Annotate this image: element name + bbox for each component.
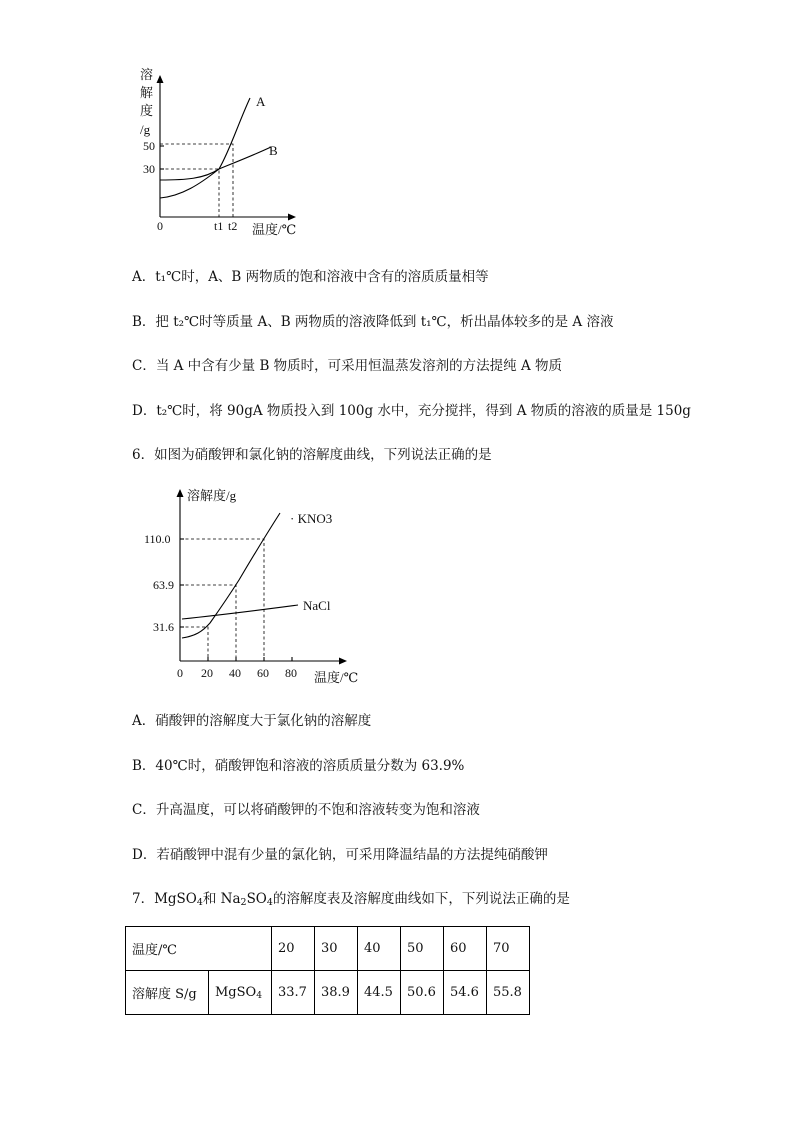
kno3-dot: · <box>290 511 298 526</box>
q5-option-d: D．t₂℃时，将 90gA 物质投入到 100g 水中，充分搅拌，得到 A 物质的溶液的质量是 150g <box>132 403 691 419</box>
chart1-ytick-50: 50 <box>143 139 155 153</box>
q5-option-b: B．把 t₂℃时等质量 A、B 两物质的溶液降低到 t₁℃，析出晶体较多的是 A 溶液 <box>132 314 614 330</box>
q7-stem-part: 7．MgSO <box>132 891 197 907</box>
series-line-b <box>160 147 271 198</box>
chart2-ytick-63: 63.9 <box>153 578 174 592</box>
chart1-y-arrow <box>157 75 164 83</box>
chart-kno3-nacl-solubility <box>140 478 380 688</box>
solubility-table <box>125 926 530 1015</box>
chart1-ylabel-char: /g <box>140 122 151 137</box>
chart1-xtick-t2: t2 <box>228 219 238 233</box>
series-line-a <box>160 98 250 180</box>
series-label-kno3 <box>290 511 332 526</box>
series-label-nacl: NaCl <box>303 598 331 613</box>
chart2-ytick-31: 31.6 <box>153 620 174 634</box>
q7-stem-part: SO <box>246 891 267 907</box>
table-value-cell: 55.8 <box>487 971 530 1015</box>
table-value-cell: 44.5 <box>358 971 401 1015</box>
chart2-xtick-0: 0 <box>177 666 183 680</box>
chart2-xlabel: 温度/℃ <box>314 670 359 685</box>
q6-option-a: A．硝酸钾的溶解度大于氯化钠的溶解度 <box>132 713 372 729</box>
q7-stem-sub: 4 <box>196 897 203 908</box>
q7-stem-part: 和 Na <box>202 891 241 907</box>
chart2-guide-110 <box>180 539 264 661</box>
chart1-guide-50 <box>160 144 233 217</box>
series-line-nacl <box>182 605 298 619</box>
kno3-label: KNO3 <box>297 511 333 526</box>
chart1-origin-label: 0 <box>157 219 163 233</box>
chart1-x-arrow <box>288 214 296 221</box>
chart-ab-solubility <box>130 62 320 242</box>
table-temp-cell: 40 <box>358 927 401 971</box>
table-temp-cell: 30 <box>315 927 358 971</box>
table-row-label: 溶解度 S/g <box>126 971 209 1015</box>
series-label-b: B <box>269 143 278 158</box>
q6-option-b: B．40℃时，硝酸钾饱和溶液的溶质质量分数为 63.9% <box>132 758 465 774</box>
chart1-xtick-t1: t1 <box>214 219 224 233</box>
q5-option-c: C．当 A 中含有少量 B 物质时，可采用恒温蒸发溶剂的方法提纯 A 物质 <box>132 358 562 374</box>
chart2-x-arrow <box>339 658 347 665</box>
table-value-cell: 54.6 <box>444 971 487 1015</box>
series-label-a: A <box>256 94 266 109</box>
q7-stem-sub: 4 <box>266 897 273 908</box>
q6-option-d: D．若硝酸钾中混有少量的氯化钠，可采用降温结晶的方法提纯硝酸钾 <box>132 847 548 863</box>
chart2-guide-31 <box>180 627 208 661</box>
table-temp-cell: 60 <box>444 927 487 971</box>
table-value-cell: 38.9 <box>315 971 358 1015</box>
table-header-temp-label: 温度/℃ <box>126 927 272 971</box>
chart2-xtick-20: 20 <box>201 666 213 680</box>
q5-option-a: A．t₁℃时，A、B 两物质的饱和溶液中含有的溶质质量相等 <box>132 269 489 285</box>
substance-sub: 4 <box>256 990 262 1001</box>
q6-stem: 6．如图为硝酸钾和氯化钠的溶解度曲线，下列说法正确的是 <box>132 447 492 463</box>
chart1-ylabel-char: 解 <box>140 85 154 100</box>
chart1-ylabel-char: 度 <box>140 103 154 118</box>
q7-stem-sub: 2 <box>240 897 247 908</box>
table-temp-cell: 20 <box>272 927 315 971</box>
table-temp-cell: 70 <box>487 927 530 971</box>
table-value-cell: 33.7 <box>272 971 315 1015</box>
table-temp-cell: 50 <box>401 927 444 971</box>
q7-stem-part: 的溶解度表及溶解度曲线如下，下列说法正确的是 <box>272 891 570 907</box>
chart2-xtick-40: 40 <box>229 666 241 680</box>
table-row <box>126 971 530 1015</box>
series-line-kno3 <box>182 513 280 638</box>
chart1-ytick-30: 30 <box>143 162 155 176</box>
chart2-xtick-80: 80 <box>285 666 297 680</box>
chart2-xtick-60: 60 <box>257 666 269 680</box>
chart2-ytick-110: 110.0 <box>144 532 171 546</box>
chart1-xlabel: 温度/℃ <box>252 222 297 237</box>
q7-stem <box>132 890 570 912</box>
chart1-ylabel-char: 溶 <box>140 67 154 82</box>
substance-main: MgSO <box>215 984 257 1000</box>
chart2-ylabel: 溶解度/g <box>187 488 237 503</box>
chart2-y-arrow <box>177 489 184 497</box>
table-row <box>126 927 530 971</box>
table-substance-cell <box>209 971 272 1015</box>
table-value-cell: 50.6 <box>401 971 444 1015</box>
q6-option-c: C．升高温度，可以将硝酸钾的不饱和溶液转变为饱和溶液 <box>132 802 480 818</box>
